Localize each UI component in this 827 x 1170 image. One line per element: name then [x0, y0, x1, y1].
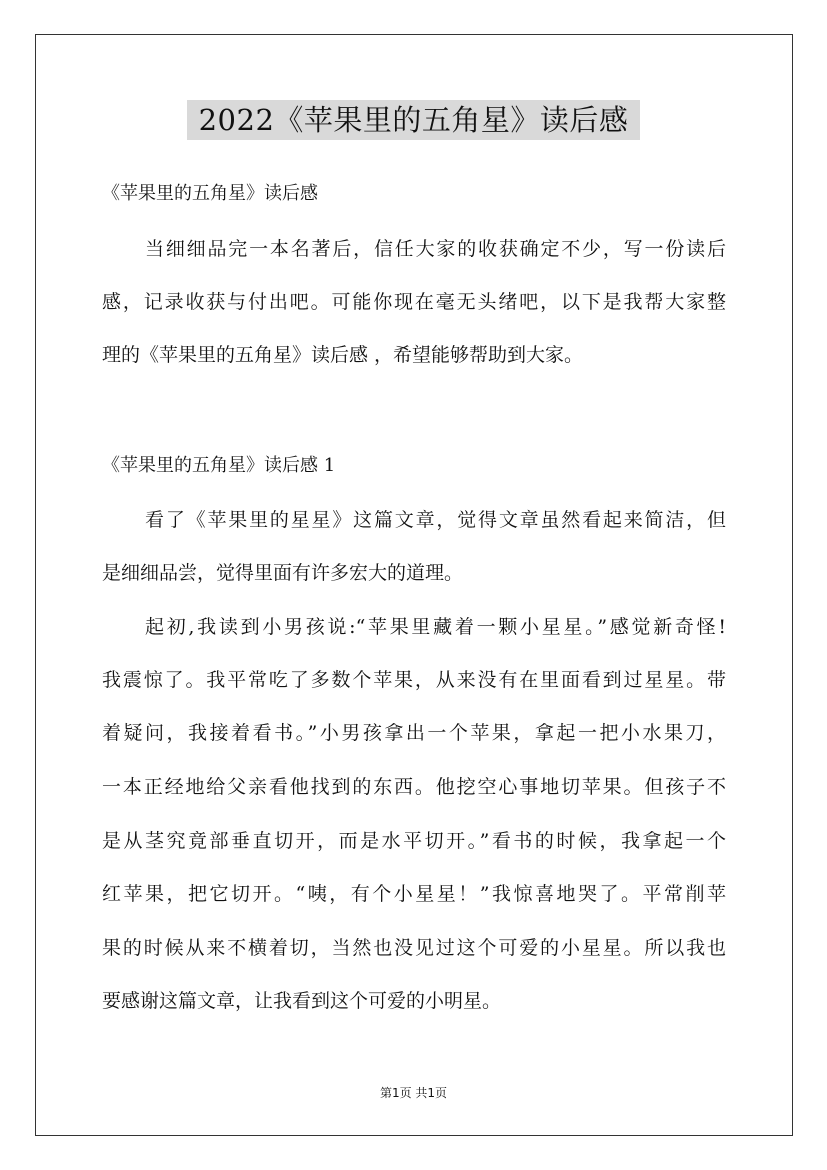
paragraph-line: 一本正经地给父亲看他找到的东西。他挖空心事地切苹果。但孩子不 — [102, 776, 726, 798]
intro-line: 当细细品完一本名著后，信任大家的收获确定不少，写一份读后 — [145, 238, 726, 260]
paragraph-line: 红苹果，把它切开。“咦，有个小星星！”我惊喜地哭了。平常削苹 — [102, 883, 726, 905]
intro-line: 感，记录收获与付出吧。可能你现在毫无头绪吧，以下是我帮大家整 — [102, 291, 726, 313]
paragraph-line: 起初,我读到小男孩说:“苹果里藏着一颗小星星。”感觉新奇怪! — [145, 616, 726, 638]
section-heading: 《苹果里的五角星》读后感 1 — [102, 455, 336, 476]
paragraph-line: 要感谢这篇文章，让我看到这个可爱的小明星。 — [102, 990, 502, 1012]
document-title: 2022《苹果里的五角星》读后感 — [187, 100, 641, 140]
subtitle: 《苹果里的五角星》读后感 — [102, 183, 318, 204]
paragraph-line: 果的时候从来不横着切，当然也没见过这个可爱的小星星。所以我也 — [102, 937, 726, 959]
paragraph-line: 是细细品尝，觉得里面有许多宏大的道理。 — [102, 562, 464, 584]
paragraph-line: 看了《苹果里的星星》这篇文章，觉得文章虽然看起来简洁，但 — [145, 509, 726, 531]
title-container — [0, 100, 827, 140]
paragraph-line: 我震惊了。我平常吃了多数个苹果，从来没有在里面看到过星星。带 — [102, 669, 726, 691]
paragraph-line: 着疑问，我接着看书。”小男孩拿出一个苹果，拿起一把小水果刀， — [102, 722, 726, 744]
intro-line: 理的《苹果里的五角星》读后感 ，希望能够帮助到大家。 — [102, 344, 584, 366]
paragraph-line: 是从茎究竟部垂直切开，而是水平切开。”看书的时候，我拿起一个 — [102, 830, 726, 852]
page-footer: 第1页 共1页 — [379, 1086, 448, 1100]
